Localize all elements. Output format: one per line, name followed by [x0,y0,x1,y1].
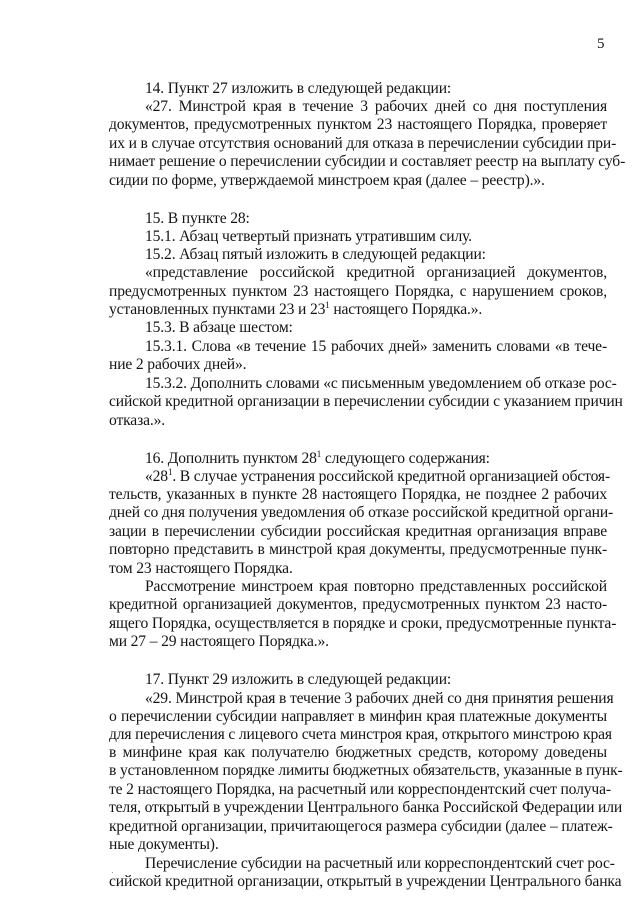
text-line: ные документы). [109,836,219,853]
text-line: Перечисление субсидии на расчетный или корреспондентский счет рос- [145,855,615,872]
text-line: предусмотренных пунктом 23 настоящего Порядка, с нарушением сроков, [109,283,607,300]
text-line: кредитной организацией документов, предусмотренных пунктом 23 насто- [109,596,607,613]
text-line: в установленном порядке лимиты бюджетных обязательств, указанные в пунк- [109,762,623,779]
text-line: для перечисления с лицевого счета минстроя края, открытого минстрою края [109,726,612,743]
text-line: 15.2. Абзац пятый изложить в следующей редакции: [145,246,486,263]
text-line: 15.3. В абзаце шестом: [145,319,293,336]
text-line: ящего Порядка, осуществляется в порядке и сроки, предусмотренные пункта- [109,615,617,632]
text-line: 15.3.1. Слова «в течение 15 рабочих дней» заменить словами «в тече- [145,338,607,355]
text-line: 16. Дополнить пунктом $28^1$ следующего содержания: [145,449,490,467]
text-line: теля, открытый в учреждении Центрального банка Российской Федерации или [109,799,623,816]
text-line: повторно представить в минстрой края документы, предусмотренные пунк- [109,541,607,558]
text-line: 17. Пункт 29 изложить в следующей редакции: [145,671,452,688]
text-line: «27. Минстрой края в течение 3 рабочих дней со дня поступления [145,98,607,115]
text-line: сийской кредитной организации, открытый в учреждении Центрального банка [109,873,622,890]
scan-dot [112,872,113,873]
text-line: ние 2 рабочих дней». [109,356,247,373]
text-line: 15.3.2. Дополнить словами «с письменным уведомлением об отказе рос- [145,375,617,392]
text-line: Рассмотрение минстроем края повторно представленных российской [145,578,607,595]
text-line: ми 27 – 29 настоящего Порядка.». [109,633,329,650]
text-line: о перечислении субсидии направляет в минфин края платежные документы [109,708,607,725]
text-line: «представление российской кредитной организацией документов, [145,264,607,281]
text-line: нимает решение о перечислении субсидии и составляет реестр на выплату суб- [109,153,626,170]
text-line: отказа.». [109,412,165,429]
text-line: сидии по форме, утверждаемой минстроем края (далее – реестр).». [109,172,545,189]
text-line: дней со дня получения уведомления об отказе российской кредитной органи- [109,504,614,521]
text-line: в минфине края как получателю бюджетных средств, которому доведены [109,744,607,761]
text-line: тельств, указанных в пункте 28 настоящего Порядка, не позднее 2 рабочих [109,486,607,503]
text-line: том 23 настоящего Порядка. [109,560,293,577]
text-line: 15.1. Абзац четвертый признать утратившим силу. [145,228,472,245]
page-number: 5 [597,36,605,52]
text-line: «29. Минстрой края в течение 3 рабочих дней со дня принятия решения [145,690,614,707]
text-line: те 2 настоящего Порядка, на расчетный или корреспондентский счет получа- [109,781,611,798]
text-line: документов, предусмотренных пунктом 23 настоящего Порядка, проверяет [109,116,607,133]
text-line: кредитной организации, причитающегося размера субсидии (далее – платеж- [109,818,613,835]
text-line: 14. Пункт 27 изложить в следующей редакции: [145,80,452,97]
text-line: сийской кредитной организации в перечислении субсидии с указанием причин [109,393,623,410]
text-line: «$28^1$. В случае устранения российской кредитной организацией обстоя- [145,467,611,485]
text-line: зации в перечислении субсидии российская кредитная организация вправе [109,523,607,540]
text-line: 15. В пункте 28: [145,210,250,227]
text-line: установленных пунктами 23 и $23^1$ настоящего Порядка.». [109,300,483,318]
text-line: их и в случае отсутствия оснований для отказа в перечислении субсидии при- [109,135,617,152]
